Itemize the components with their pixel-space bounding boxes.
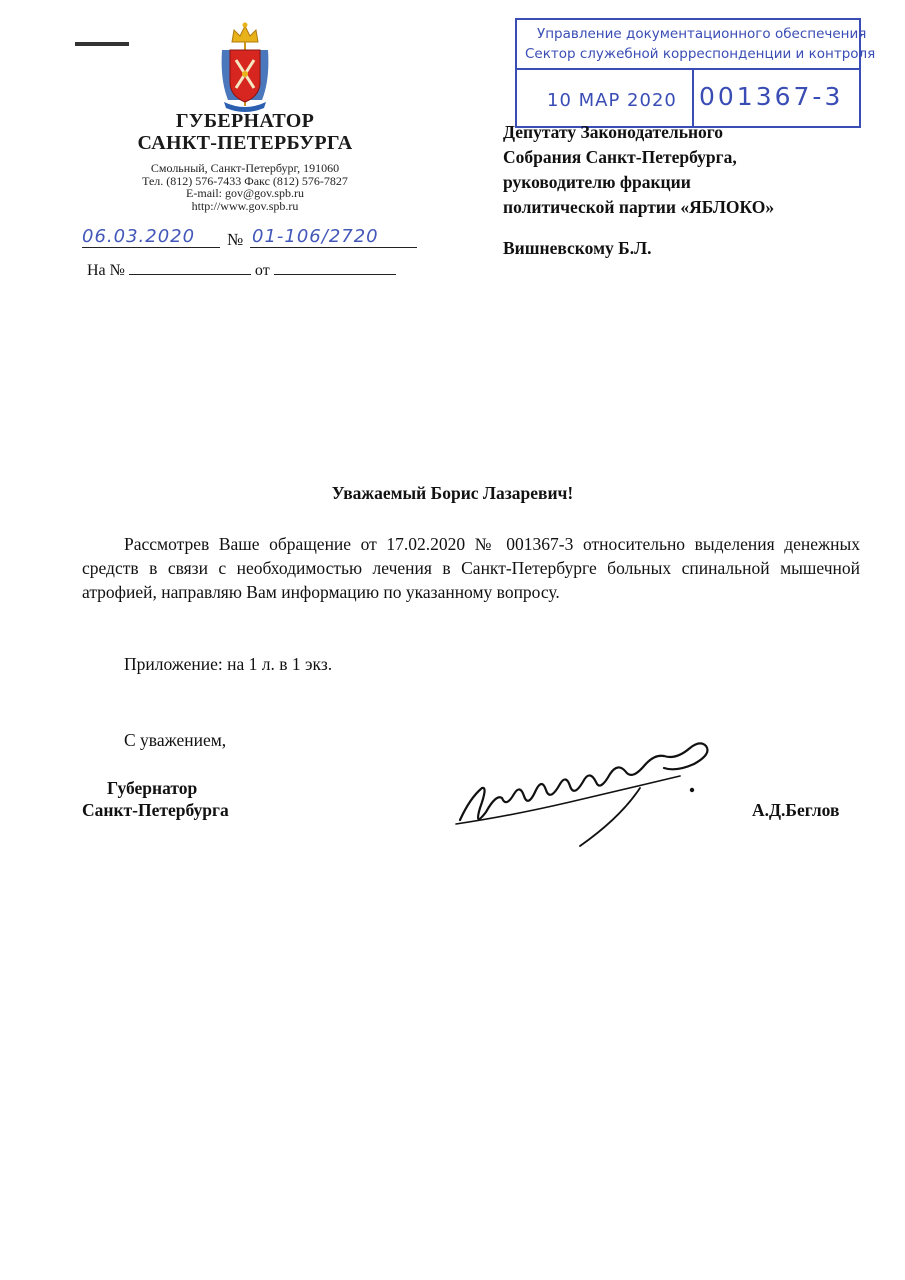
- ref-label: На №: [87, 262, 125, 279]
- header-title-line1: ГУБЕРНАТОР: [175, 110, 315, 132]
- stamp-date: 10 MAP 2020: [547, 90, 677, 111]
- addressee-line: Депутату Законодательного: [503, 122, 724, 142]
- addressee-line: политической партии «ЯБЛОКО»: [503, 197, 775, 217]
- addressee-line: Собрания Санкт-Петербурга,: [503, 147, 737, 167]
- addressee-name: Вишневскому Б.Л.: [503, 238, 652, 258]
- number-sign: №: [227, 230, 244, 249]
- registration-line: [82, 226, 417, 252]
- letter-attachment: Приложение: на 1 л. в 1 экз.: [124, 654, 333, 674]
- letter-greeting: Уважаемый Борис Лазаревич!: [331, 483, 574, 503]
- ref-blank: [129, 260, 251, 275]
- header-contacts: [95, 162, 395, 212]
- addressee-block: [503, 120, 863, 220]
- letter-body: Рассмотрев Ваше обращение от 17.02.2020 № 001367-3 относительно выделения денежных средств в связи с необходимостью лечения в Санкт-Петербурге больных спинальной мышечной атрофией, направляю Вам информацию по указанному вопросу.: [82, 534, 860, 602]
- from-label: от: [254, 262, 270, 279]
- registration-date: 06.03.2020: [82, 226, 196, 247]
- header-title: [75, 110, 415, 154]
- stamp-line1: Управление документационного обеспечения: [537, 26, 867, 42]
- stamp-separator: [692, 68, 694, 128]
- header-address: Смольный, Санкт-Петербург, 191060: [150, 161, 340, 175]
- registration-stamp: [515, 18, 876, 128]
- number-underline: [250, 247, 417, 248]
- header-phones: Тел. (812) 576-7433 Факс (812) 576-7827: [142, 173, 348, 188]
- header-dash: [75, 42, 129, 46]
- from-blank: [274, 260, 396, 275]
- stamp-divider: [517, 68, 859, 70]
- stamp-line2: Сектор служебной корреспонденции и контроля: [525, 46, 876, 62]
- registration-number: 01-106/2720: [252, 226, 379, 247]
- header-email: E-mail: gov@gov.spb.ru: [186, 186, 304, 200]
- handwritten-signature: [450, 728, 740, 858]
- reference-line: [87, 260, 396, 280]
- coat-of-arms-icon: [210, 20, 280, 112]
- addressee-line: руководителю фракции: [503, 172, 691, 192]
- letter-regards: С уважением,: [124, 730, 227, 750]
- signatory-title-line2: Санкт-Петербурга: [82, 800, 229, 820]
- signatory-title-line1: Губернатор: [107, 778, 198, 798]
- header-website: http://www.gov.spb.ru: [191, 198, 299, 213]
- date-underline: [82, 247, 220, 248]
- signatory-name: А.Д.Беглов: [752, 800, 840, 820]
- stamp-number: 001367-3: [699, 82, 844, 111]
- header-title-line2: САНКТ-ПЕТЕРБУРГА: [137, 132, 353, 154]
